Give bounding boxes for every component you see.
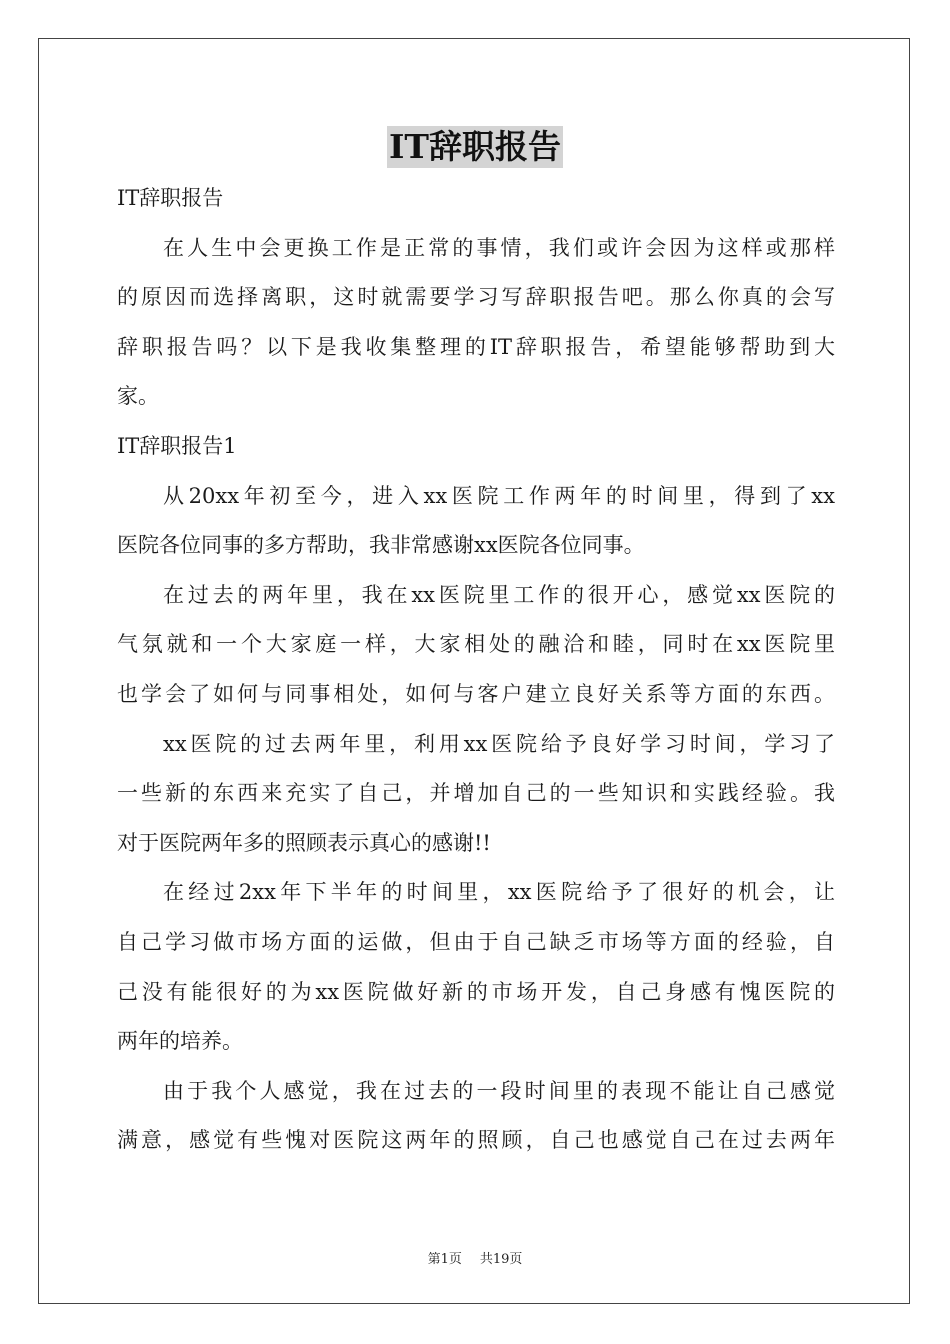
text-line: 医院各位同事的多方帮助，我非常感谢xx医院各位同事。 [117,533,645,558]
text-line: IT辞职报告 [117,186,224,210]
text-line: 由于我个人感觉，我在过去的一段时间里的表现不能让自己感觉 [163,1078,835,1103]
document-body [117,174,835,1166]
text-line: 家。 [117,384,159,409]
text-line: 满意，感觉有些愧对医院这两年的照顾，自己也感觉自己在过去两年 [117,1128,835,1153]
page-total: 共19页 [479,1252,523,1267]
text-line: 在经过2xx年下半年的时间里，xx医院给予了很好的机会，让 [163,880,835,905]
text-line: 从20xx年初至今，进入xx医院工作两年的时间里，得到了xx [163,483,835,508]
page-number: 第1页 [427,1252,462,1267]
title-container [0,126,950,168]
text-line: xx医院的过去两年里，利用xx医院给予良好学习时间，学习了 [163,731,835,756]
text-line: 气氛就和一个大家庭一样，大家相处的融洽和睦，同时在xx医院里 [117,632,835,657]
text-line: 在过去的两年里，我在xx医院里工作的很开心，感觉xx医院的 [163,582,835,607]
text-line: 一些新的东西来充实了自己，并增加自己的一些知识和实践经验。我 [117,781,835,806]
text-line: 在人生中会更换工作是正常的事情，我们或许会因为这样或那样 [163,235,835,260]
document-title: IT辞职报告 [389,127,561,166]
text-line: 自己学习做市场方面的运做，但由于自己缺乏市场等方面的经验，自 [117,929,835,954]
text-line: IT辞职报告1 [117,433,237,458]
text-line: 对于医院两年多的照顾表示真心的感谢!! [117,830,491,855]
text-line: 两年的培养。 [117,1029,243,1054]
text-line: 也学会了如何与同事相处，如何与客户建立良好关系等方面的东西。 [117,681,835,706]
text-line: 辞职报告吗？以下是我收集整理的IT辞职报告，希望能够帮助到大 [117,334,835,359]
text-line: 的原因而选择离职，这时就需要学习写辞职报告吧。那么你真的会写 [117,285,835,310]
text-line: 己没有能很好的为xx医院做好新的市场开发，自己身感有愧医院的 [117,979,835,1004]
page-footer [0,1248,950,1267]
